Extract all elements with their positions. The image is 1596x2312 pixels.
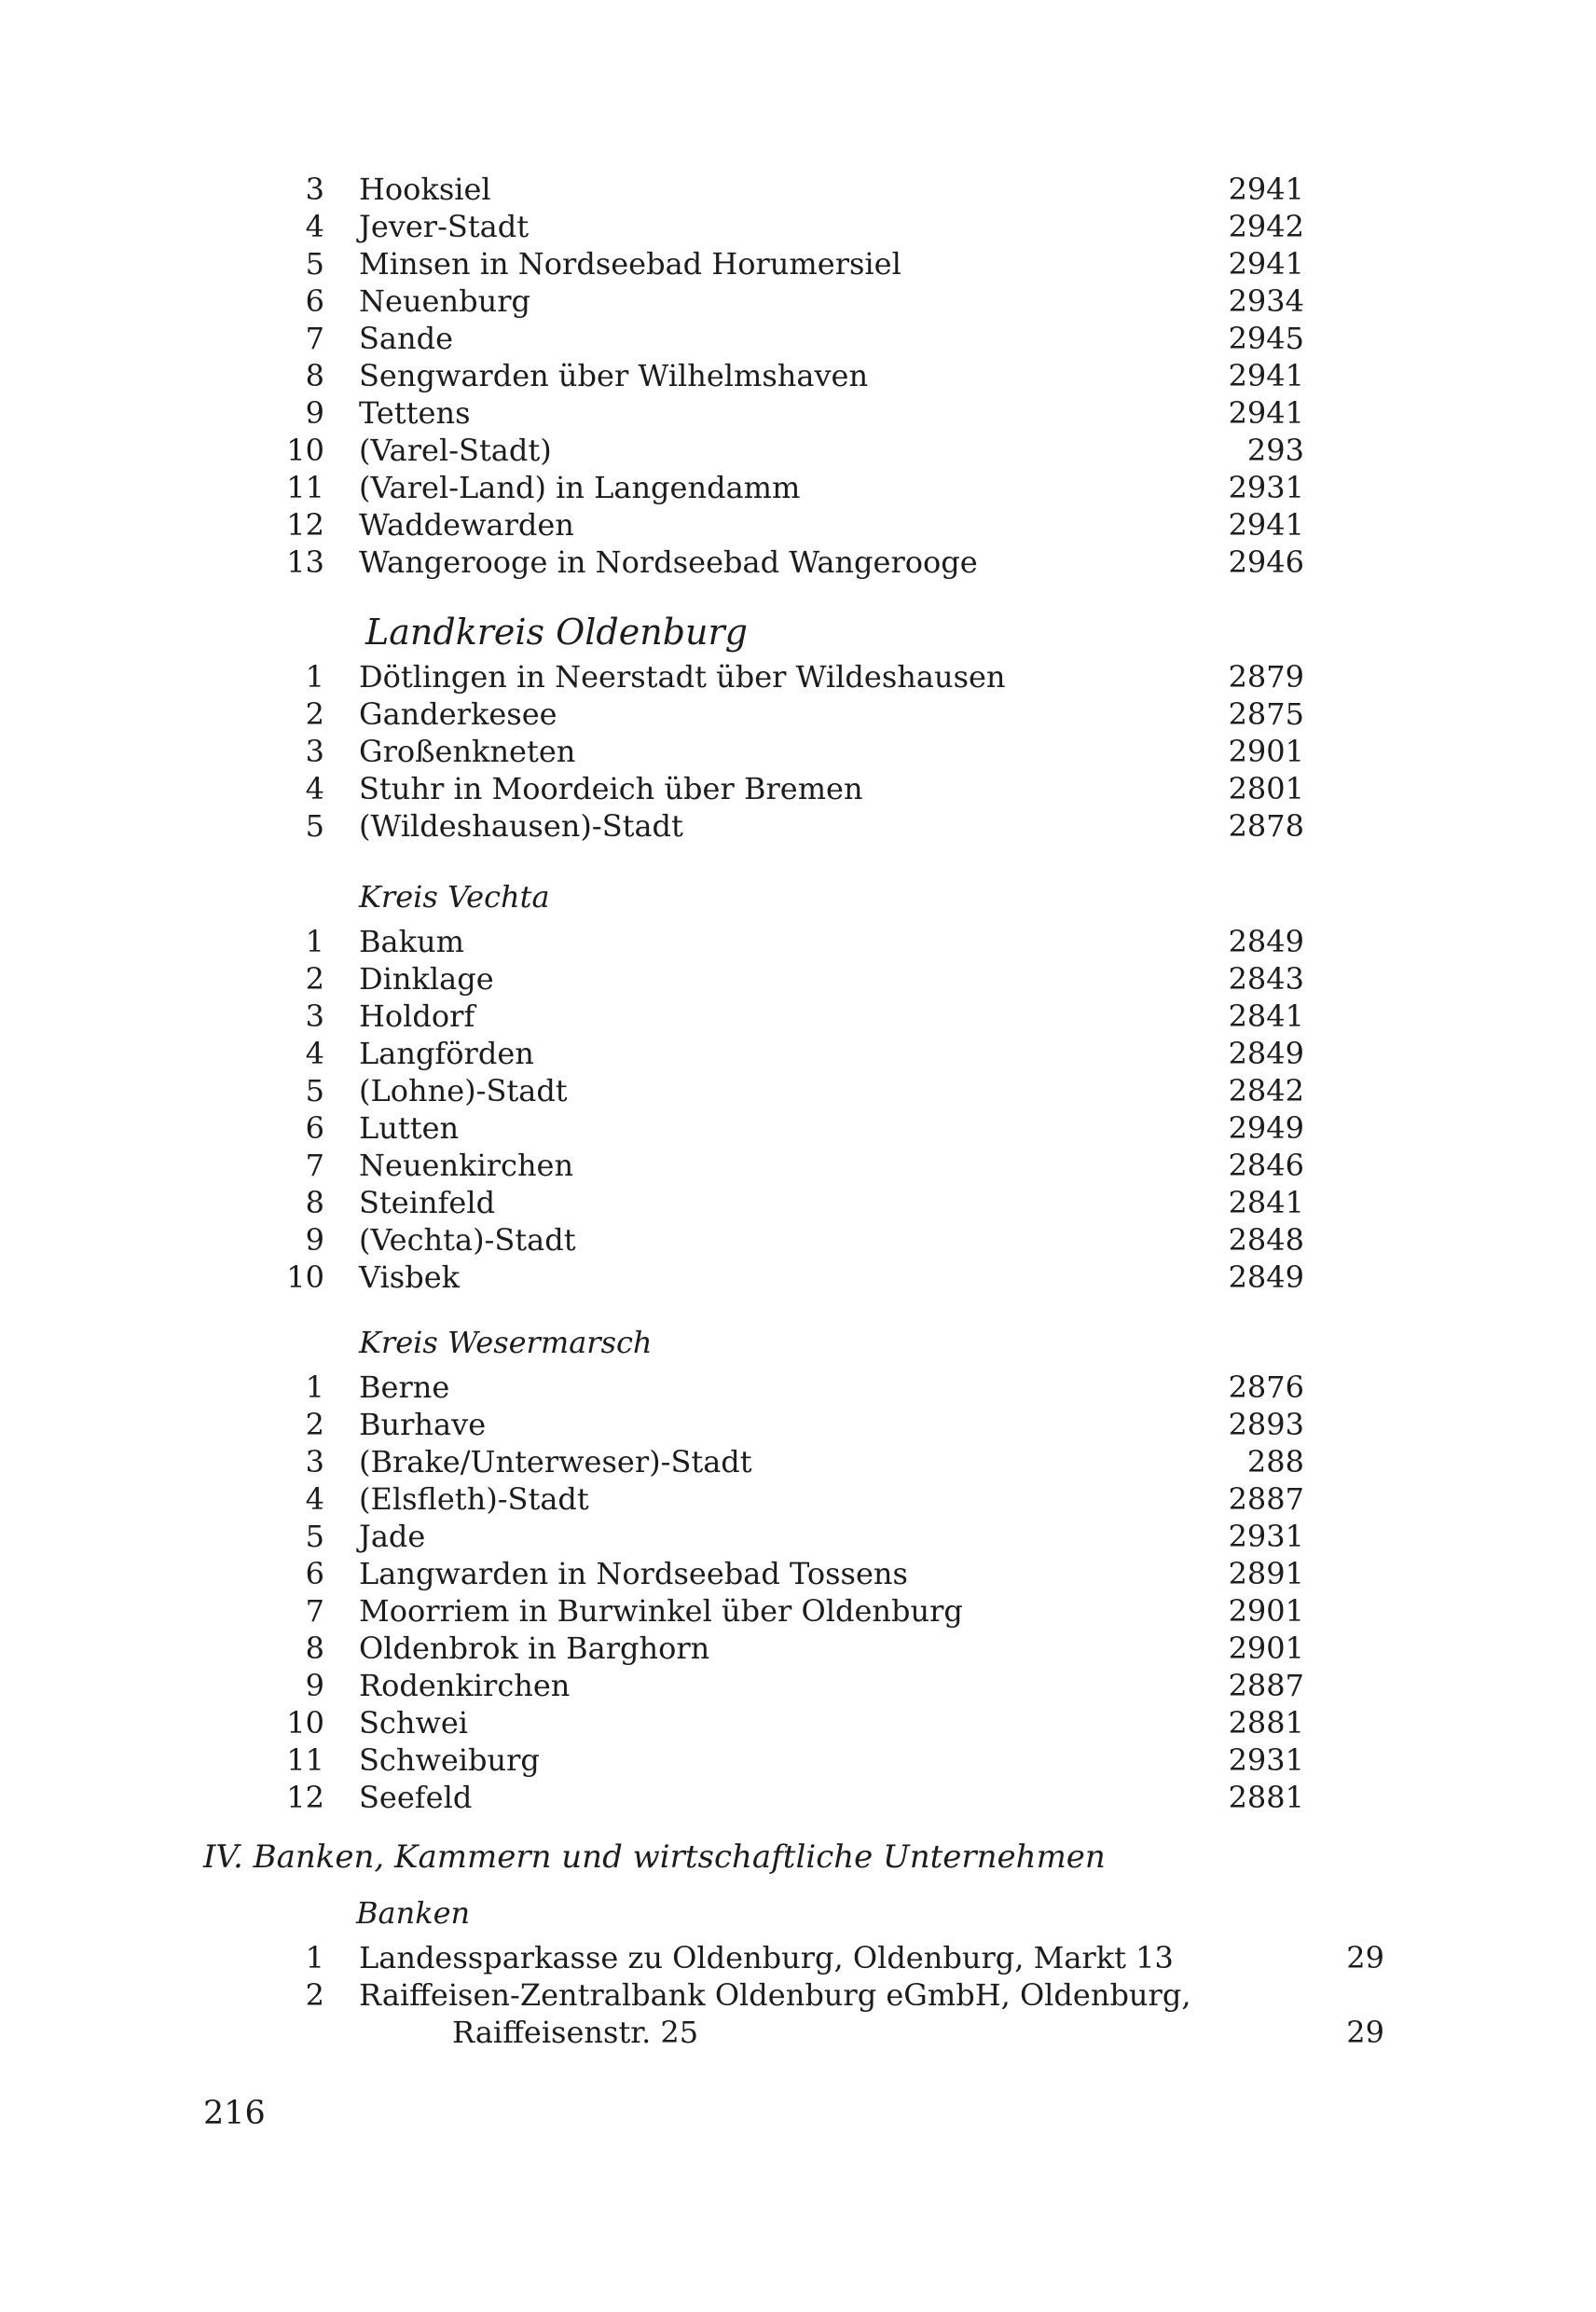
- item-number: 3: [305, 998, 324, 1034]
- item-number: 6: [305, 283, 324, 319]
- list-item: [0, 1072, 1596, 1109]
- place-name: Hooksiel: [359, 172, 491, 207]
- postal-code: 2876: [1228, 1369, 1304, 1405]
- item-number: 3: [305, 734, 324, 769]
- postal-code: 2941: [1228, 246, 1304, 282]
- item-number: 11: [286, 1742, 324, 1778]
- place-name: Oldenbrok in Barghorn: [359, 1631, 710, 1666]
- item-number: 3: [305, 172, 324, 207]
- postal-code: 29: [1346, 1940, 1384, 1975]
- place-name: Sande: [359, 321, 454, 356]
- list-item: [0, 1406, 1596, 1443]
- item-number: 12: [286, 1780, 324, 1815]
- list-item: [0, 807, 1596, 845]
- postal-code: 2878: [1228, 808, 1304, 844]
- list-item: [0, 544, 1596, 581]
- list-item: [0, 1976, 1596, 2014]
- bank-address: Raiffeisenstr. 25: [452, 2015, 699, 2050]
- place-name: (Wildeshausen)-Stadt: [359, 808, 683, 844]
- list-item: [0, 208, 1596, 245]
- place-name: Moorriem in Burwinkel über Oldenburg: [359, 1593, 963, 1629]
- list-group: [0, 923, 1596, 1296]
- postal-code: 2942: [1228, 209, 1304, 244]
- place-name: Jade: [359, 1519, 426, 1554]
- place-name: Wangerooge in Nordseebad Wangerooge: [359, 544, 978, 580]
- item-number: 8: [305, 358, 324, 393]
- place-name: Tettens: [359, 395, 471, 431]
- postal-code: 2846: [1228, 1148, 1304, 1183]
- list-item: [0, 1555, 1596, 1592]
- list-item: [0, 357, 1596, 394]
- item-number: 5: [305, 1073, 324, 1108]
- item-number: 8: [305, 1185, 324, 1220]
- list-item: [0, 1630, 1596, 1667]
- postal-code: 2934: [1228, 283, 1304, 319]
- item-number: 5: [305, 1519, 324, 1554]
- postal-code: 29: [1346, 2015, 1384, 2050]
- list-item: [0, 1147, 1596, 1184]
- postal-code: 2801: [1228, 771, 1304, 806]
- list-item: [0, 1035, 1596, 1072]
- item-number: 4: [305, 1036, 324, 1071]
- list-item: [0, 1741, 1596, 1779]
- place-name: (Elsfleth)-Stadt: [359, 1481, 589, 1517]
- list-item: [0, 1369, 1596, 1406]
- list-group: [0, 171, 1596, 581]
- item-number: 3: [305, 1444, 324, 1479]
- postal-code: 288: [1246, 1444, 1304, 1479]
- postal-code: 2841: [1228, 1185, 1304, 1220]
- postal-code: 2881: [1228, 1705, 1304, 1741]
- list-item: [0, 998, 1596, 1035]
- page-number: 216: [203, 2095, 266, 2132]
- list-item: [0, 282, 1596, 320]
- item-number: 10: [286, 1705, 324, 1741]
- item-number: 7: [305, 321, 324, 356]
- group-heading: Kreis Vechta: [359, 879, 550, 915]
- place-name: Dötlingen in Neerstadt über Wildeshausen: [359, 659, 1006, 695]
- item-number: 10: [286, 433, 324, 468]
- list-group: [0, 1369, 1596, 1816]
- postal-code: 2941: [1228, 507, 1304, 543]
- postal-code: 2941: [1228, 358, 1304, 393]
- place-name: (Varel-Land) in Langendamm: [359, 470, 801, 505]
- place-name: Stuhr in Moordeich über Bremen: [359, 771, 863, 806]
- list-item-continuation: [0, 2014, 1596, 2051]
- item-number: 6: [305, 1556, 324, 1591]
- item-number: 5: [305, 246, 324, 282]
- place-name: (Varel-Stadt): [359, 433, 552, 468]
- list-item: [0, 733, 1596, 770]
- postal-code: 2891: [1228, 1556, 1304, 1591]
- place-name: Rodenkirchen: [359, 1668, 571, 1703]
- place-name: Schweiburg: [359, 1742, 540, 1778]
- postal-code: 2931: [1228, 1742, 1304, 1778]
- place-name: Waddewarden: [359, 507, 574, 543]
- item-number: 2: [305, 696, 324, 732]
- place-name: (Brake/Unterweser)-Stadt: [359, 1444, 752, 1479]
- bank-name: Landessparkasse zu Oldenburg, Oldenburg, Markt 13: [359, 1940, 1174, 1975]
- postal-code: 2849: [1228, 1036, 1304, 1071]
- postal-code: 2841: [1228, 998, 1304, 1034]
- postal-code: 2946: [1228, 544, 1304, 580]
- item-number: 9: [305, 1668, 324, 1703]
- item-number: 1: [305, 924, 324, 959]
- list-group: [0, 658, 1596, 845]
- list-item: [0, 245, 1596, 282]
- place-name: Großenkneten: [359, 734, 576, 769]
- item-number: 10: [286, 1259, 324, 1295]
- postal-code: 2848: [1228, 1222, 1304, 1258]
- place-name: Sengwarden über Wilhelmshaven: [359, 358, 869, 393]
- item-number: 13: [286, 544, 324, 580]
- list-item: [0, 1704, 1596, 1741]
- list-item: [0, 1592, 1596, 1630]
- postal-code: 2931: [1228, 1519, 1304, 1554]
- list-item: [0, 432, 1596, 469]
- list-item: [0, 1109, 1596, 1147]
- item-number: 12: [286, 507, 324, 543]
- item-number: 4: [305, 1481, 324, 1517]
- list-item: [0, 1480, 1596, 1518]
- bank-name: Raiffeisen-Zentralbank Oldenburg eGmbH, Oldenburg,: [359, 1977, 1191, 2013]
- list-item: [0, 1259, 1596, 1296]
- subsection-heading: Banken: [356, 1895, 471, 1931]
- list-item: [0, 506, 1596, 544]
- item-number: 8: [305, 1631, 324, 1666]
- list-item: [0, 1221, 1596, 1259]
- postal-code: 2887: [1228, 1668, 1304, 1703]
- list-item: [0, 469, 1596, 506]
- postal-code: 2945: [1228, 321, 1304, 356]
- list-item: [0, 770, 1596, 807]
- postal-code: 2881: [1228, 1780, 1304, 1815]
- postal-code: 2875: [1228, 696, 1304, 732]
- place-name: Seefeld: [359, 1780, 473, 1815]
- postal-code: 2931: [1228, 470, 1304, 505]
- postal-code: 2901: [1228, 1593, 1304, 1629]
- place-name: Schwei: [359, 1705, 469, 1741]
- postal-code: 2941: [1228, 172, 1304, 207]
- item-number: 9: [305, 1222, 324, 1258]
- list-item: [0, 1939, 1596, 1976]
- postal-code: 2879: [1228, 659, 1304, 695]
- place-name: Neuenburg: [359, 283, 530, 319]
- postal-code: 293: [1246, 433, 1304, 468]
- place-name: Lutten: [359, 1110, 460, 1146]
- list-item: [0, 658, 1596, 695]
- item-number: 6: [305, 1110, 324, 1146]
- list-item: [0, 1518, 1596, 1555]
- group-heading: Landkreis Oldenburg: [365, 612, 748, 653]
- list-item: [0, 695, 1596, 733]
- place-name: Langförden: [359, 1036, 534, 1071]
- item-number: 2: [305, 1977, 324, 2013]
- list-group: [0, 1939, 1596, 2051]
- item-number: 7: [305, 1593, 324, 1629]
- item-number: 2: [305, 1407, 324, 1442]
- section-title: IV. Banken, Kammern und wirtschaftliche Unternehmen: [203, 1838, 1106, 1876]
- item-number: 4: [305, 771, 324, 806]
- group-heading: Kreis Wesermarsch: [359, 1325, 653, 1360]
- list-item: [0, 923, 1596, 960]
- place-name: Minsen in Nordseebad Horumersiel: [359, 246, 901, 282]
- item-number: 1: [305, 1940, 324, 1975]
- list-item: [0, 320, 1596, 357]
- place-name: Holdorf: [359, 998, 475, 1034]
- list-item: [0, 960, 1596, 998]
- place-name: Jever-Stadt: [359, 209, 530, 244]
- postal-code: 2842: [1228, 1073, 1304, 1108]
- postal-code: 2949: [1228, 1110, 1304, 1146]
- place-name: Ganderkesee: [359, 696, 557, 732]
- item-number: 9: [305, 395, 324, 431]
- postal-code: 2843: [1228, 961, 1304, 997]
- postal-code: 2887: [1228, 1481, 1304, 1517]
- postal-code: 2901: [1228, 1631, 1304, 1666]
- place-name: Steinfeld: [359, 1185, 496, 1220]
- item-number: 7: [305, 1148, 324, 1183]
- place-name: Bakum: [359, 924, 464, 959]
- list-item: [0, 1443, 1596, 1480]
- postal-code: 2849: [1228, 1259, 1304, 1295]
- postal-code: 2849: [1228, 924, 1304, 959]
- list-item: [0, 171, 1596, 208]
- place-name: (Lohne)-Stadt: [359, 1073, 568, 1108]
- item-number: 11: [286, 470, 324, 505]
- list-item: [0, 1779, 1596, 1816]
- list-item: [0, 1667, 1596, 1704]
- postal-code: 2941: [1228, 395, 1304, 431]
- item-number: 2: [305, 961, 324, 997]
- place-name: Berne: [359, 1369, 450, 1405]
- item-number: 4: [305, 209, 324, 244]
- postal-code: 2893: [1228, 1407, 1304, 1442]
- item-number: 1: [305, 659, 324, 695]
- place-name: Langwarden in Nordseebad Tossens: [359, 1556, 908, 1591]
- place-name: Visbek: [359, 1259, 461, 1295]
- postal-code: 2901: [1228, 734, 1304, 769]
- place-name: Neuenkirchen: [359, 1148, 574, 1183]
- place-name: Burhave: [359, 1407, 487, 1442]
- item-number: 1: [305, 1369, 324, 1405]
- item-number: 5: [305, 808, 324, 844]
- list-item: [0, 1184, 1596, 1221]
- place-name: (Vechta)-Stadt: [359, 1222, 576, 1258]
- place-name: Dinklage: [359, 961, 494, 997]
- list-item: [0, 394, 1596, 432]
